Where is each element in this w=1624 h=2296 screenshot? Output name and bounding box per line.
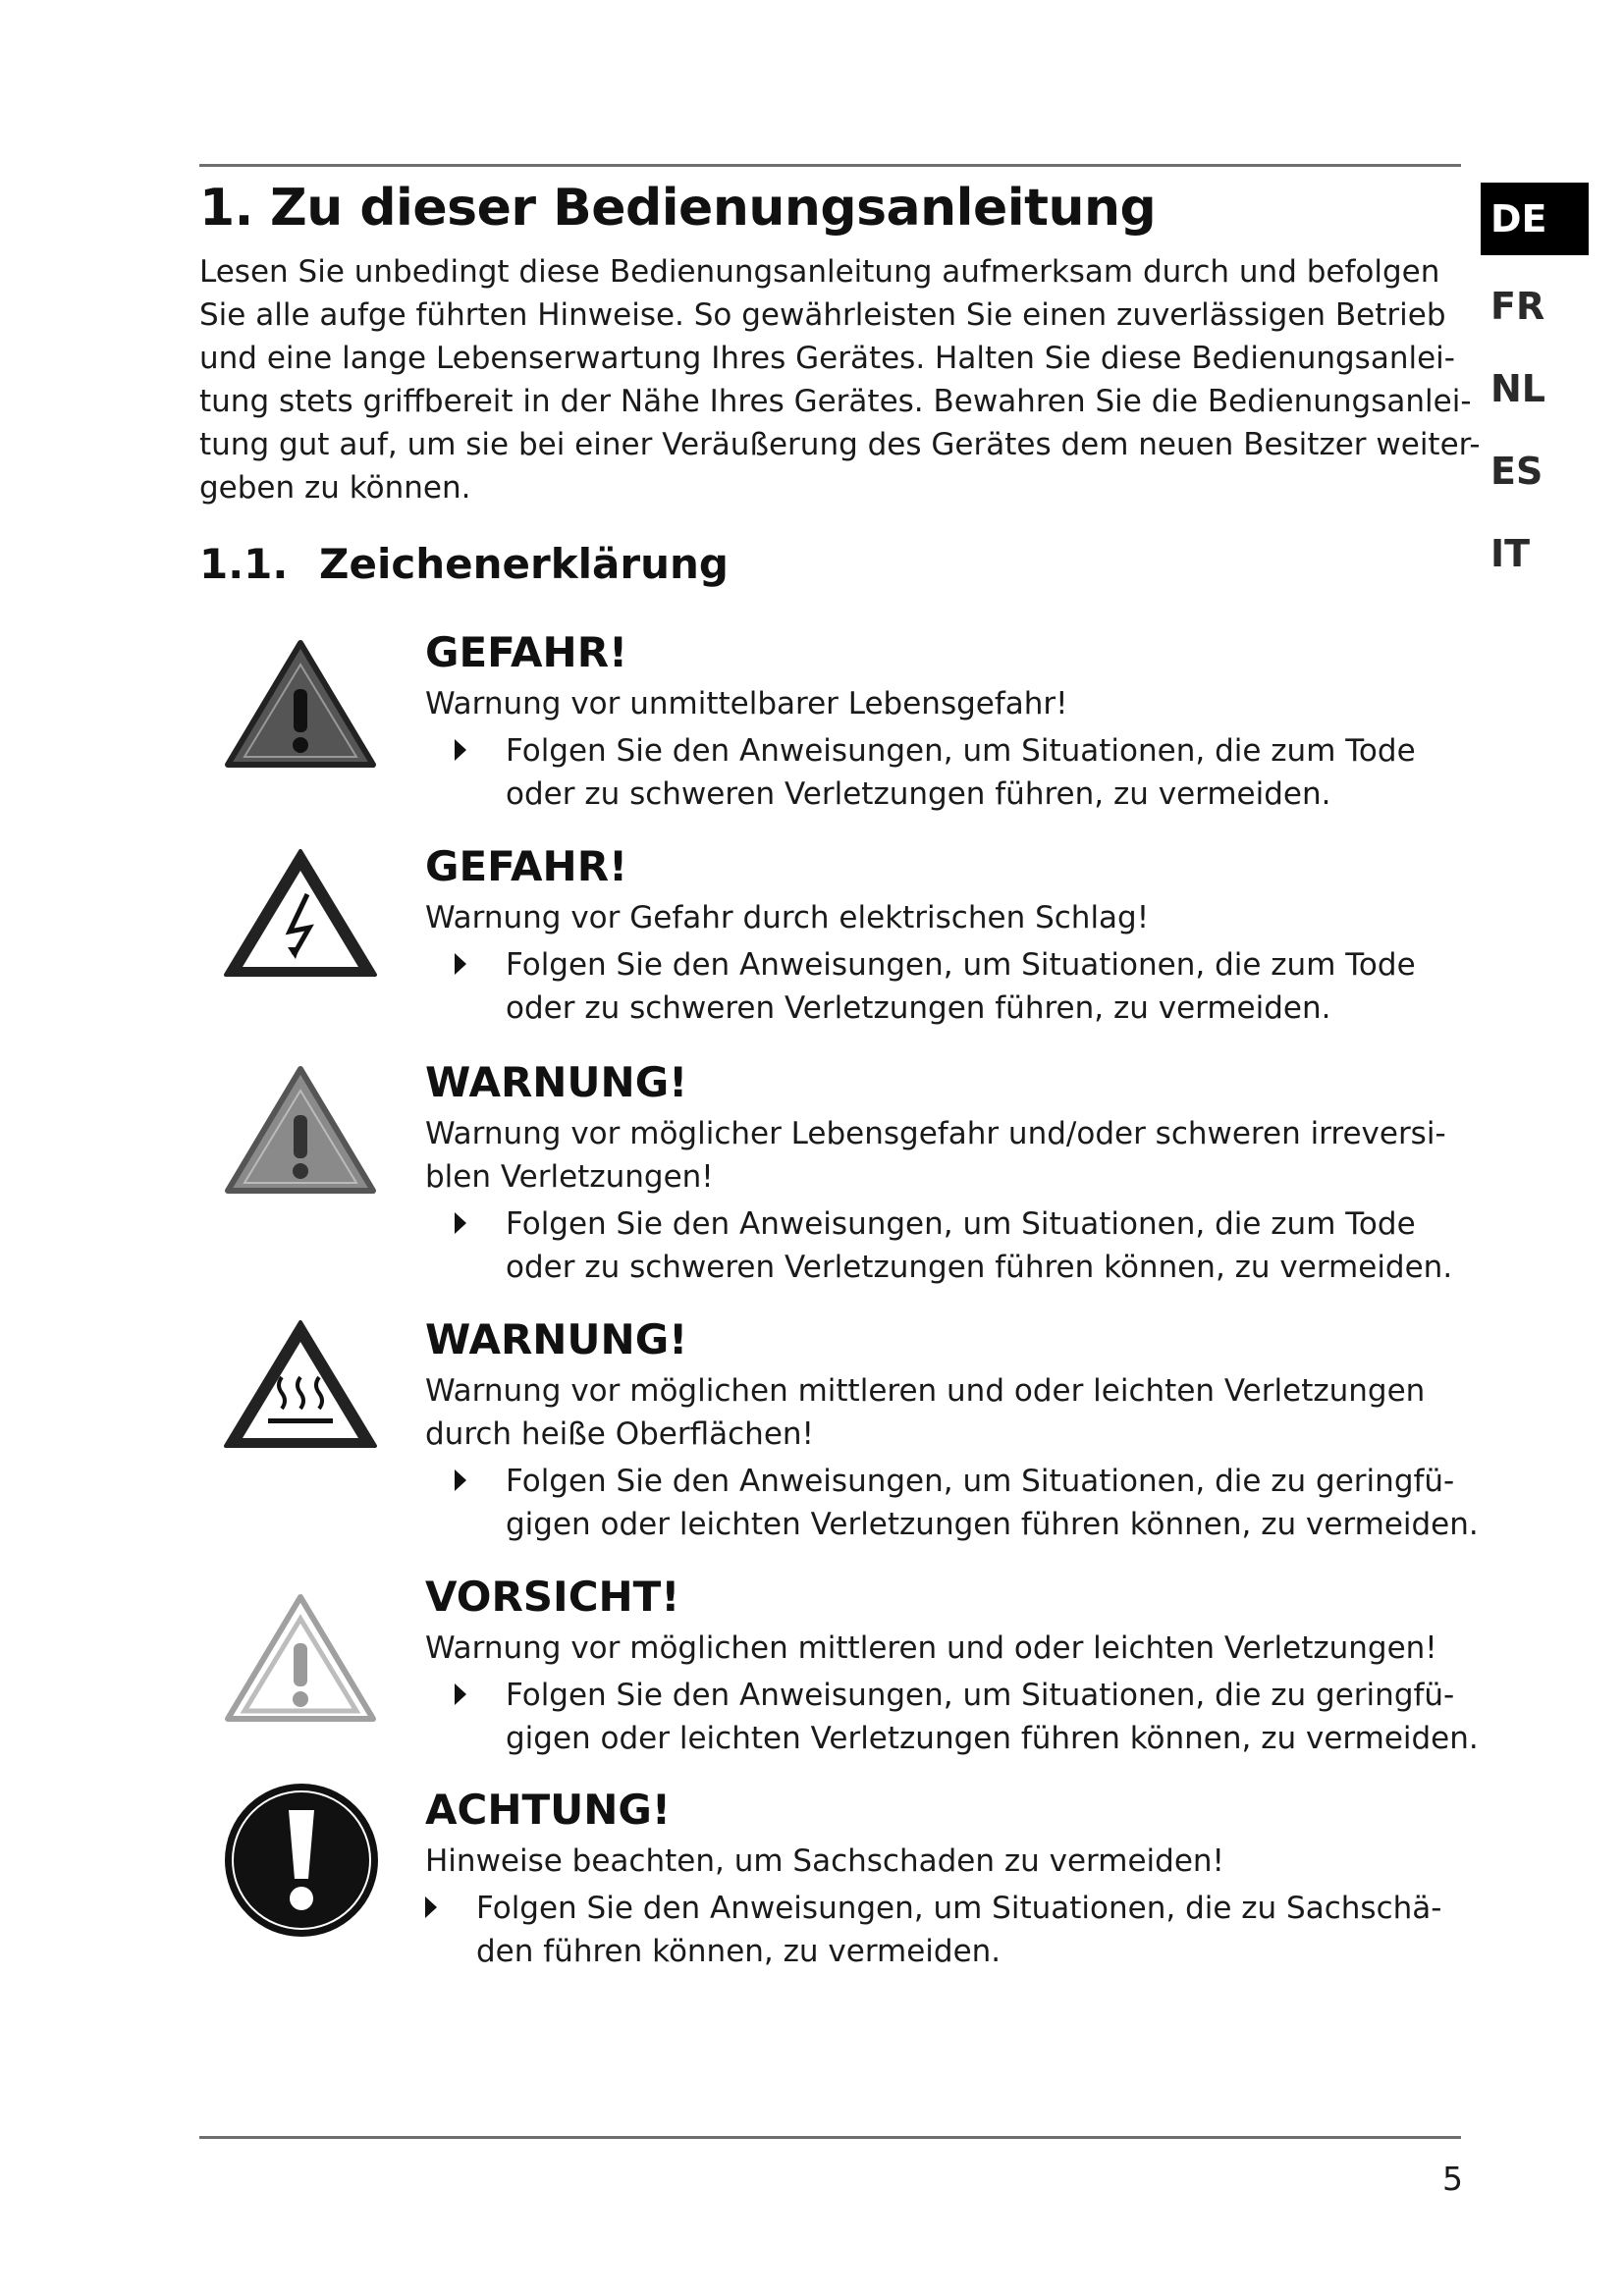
section-heading [199,177,1260,240]
intro-line: Lesen Sie unbedingt diese Bedienungsanleitung aufmerksam durch und befolgen [199,254,1440,290]
intro-paragraph [199,250,1481,509]
entry-title: WARNUNG! [425,1058,688,1106]
instruction-line: den führen können, zu vermeiden. [476,1934,1001,1969]
intro-line: geben zu können. [199,470,471,506]
entry-title: GEFAHR! [425,842,628,890]
hot-surface-triangle-icon [221,1316,380,1454]
instruction-item [455,1202,1466,1289]
entry-description: Warnung vor unmittelbarer Lebensgefahr! [425,686,1068,721]
intro-line: und eine lange Lebenserwartung Ihres Gerätes. Halten Sie diese Bedienungsanlei- [199,341,1455,376]
instruction-item [455,943,1466,1030]
instruction-item [455,729,1466,816]
arrow-bullet-icon [425,1896,437,1918]
entry-description: Warnung vor Gefahr durch elektrischen Schlag! [425,900,1150,935]
lang-tab-de[interactable]: DE [1481,183,1589,255]
subsection-title: Zeichenerklärung [319,540,729,588]
language-tabs [1481,183,1589,595]
instruction-line: Folgen Sie den Anweisungen, um Situationen, die zu Sachschä- [476,1891,1442,1926]
entry-description: Warnung vor möglichen mittleren und oder leichten Verletzungen! [425,1630,1437,1666]
instruction-line: Folgen Sie den Anweisungen, um Situationen, die zum Tode [506,733,1416,769]
instruction-item [425,1887,1466,1973]
lang-tab-es[interactable]: ES [1490,450,1543,493]
instruction-line: oder zu schweren Verletzungen führen können, zu vermeiden. [506,1250,1453,1285]
warning-triangle-dark-icon [221,635,380,773]
instruction-line: Folgen Sie den Anweisungen, um Situationen, die zum Tode [506,947,1416,983]
instruction-line: oder zu schweren Verletzungen führen, zu vermeiden. [506,776,1331,812]
arrow-bullet-icon [455,739,466,761]
entry-description: Warnung vor möglichen mittleren und oder leichten Verletzungen [425,1373,1426,1409]
page-number: 5 [1442,2160,1463,2198]
warning-triangle-light-icon [221,1589,380,1727]
arrow-bullet-icon [455,1212,466,1234]
subsection-heading [199,535,729,594]
subsection-number: 1.1. [199,540,289,588]
entry-description: Warnung vor möglicher Lebensgefahr und/oder schweren irreversi- [425,1116,1446,1151]
entry-description: blen Verletzungen! [425,1159,714,1195]
instruction-line: gigen oder leichten Verletzungen führen können, zu vermeiden. [506,1507,1479,1542]
lang-tab-it[interactable]: IT [1490,532,1531,575]
top-rule [199,164,1461,167]
section-title: Zu dieser Bedienungsanleitung [270,179,1157,238]
electric-shock-triangle-icon [221,845,380,983]
instruction-line: Folgen Sie den Anweisungen, um Situationen, die zum Tode [506,1206,1416,1242]
warning-triangle-medium-icon [221,1061,380,1199]
exclamation-circle-icon [222,1781,381,1940]
instruction-line: Folgen Sie den Anweisungen, um Situationen, die zu geringfü- [506,1464,1455,1499]
instruction-item [455,1460,1479,1546]
entry-title: VORSICHT! [425,1573,680,1621]
instruction-line: oder zu schweren Verletzungen führen, zu vermeiden. [506,990,1331,1026]
instruction-item [455,1674,1479,1760]
lang-tab-nl[interactable]: NL [1490,367,1546,410]
instruction-line: Folgen Sie den Anweisungen, um Situationen, die zu geringfü- [506,1678,1455,1713]
intro-line: tung stets griffbereit in der Nähe Ihres Gerätes. Bewahren Sie die Bedienungsanlei- [199,384,1472,419]
arrow-bullet-icon [455,1469,466,1491]
instruction-line: gigen oder leichten Verletzungen führen können, zu vermeiden. [506,1721,1479,1756]
arrow-bullet-icon [455,1683,466,1705]
section-number: 1. [199,179,253,238]
entry-description: Hinweise beachten, um Sachschaden zu vermeiden! [425,1843,1224,1879]
entry-description: durch heiße Oberflächen! [425,1416,814,1452]
intro-line: Sie alle aufge führten Hinweise. So gewährleisten Sie einen zuverlässigen Betrieb [199,297,1446,333]
entry-title: GEFAHR! [425,628,628,676]
intro-line: tung gut auf, um sie bei einer Veräußerung des Gerätes dem neuen Besitzer weiter- [199,427,1481,462]
bottom-rule [199,2136,1461,2139]
arrow-bullet-icon [455,953,466,975]
lang-tab-fr[interactable]: FR [1490,285,1545,328]
entry-title: WARNUNG! [425,1315,688,1363]
entry-title: ACHTUNG! [425,1786,672,1834]
